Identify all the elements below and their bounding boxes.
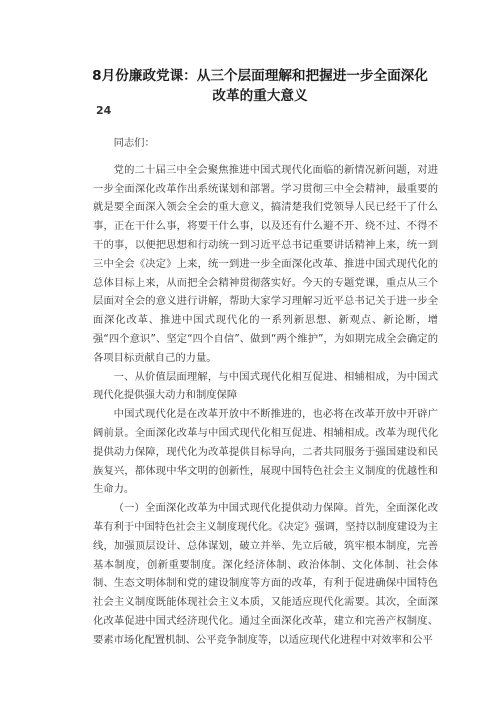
salutation: 同志们： [113, 137, 155, 149]
section-heading-1: 一、从价值层面理解，与中国式现代化相互促进、相辅相成，为中国式现代化提供强大动力和制度保障 [93, 370, 438, 402]
paragraph-intro: 党的二十届三中全会聚焦推进中国式现代化面临的新情况新问题，对进一步全面深化改革作出系统谋划和部署。学习贯彻三中全会精神，最重要的就是要全面深入领会全会的重大意义，搞清楚我们党领导人民已经干了什么事，正在干什么事，将要干什么事，以及还有什么避不开、绕不过、不得不干的事，以便把思想和行动统一到习近平总书记重要讲话精神上来，统一到三中全会《决定》上来，统一到进一步全面深化改革、推进中国式现代化的总体目标上来，从而把全会精神贯彻落实好。今天的专题党课，重点从三个层面对全会的意义进行讲解，帮助大家学习理解习近平总书记关于进一步全面深化改革、推进中国式现代化的一系列新思想、新观点、新论断，增强“四个意识”、坚定“四个自信”、做到“两个维护”，为如期完成全会确定的各项目标贡献自己的力量。 [93, 163, 438, 364]
paragraph-section-1: 中国式现代化是在改革开放中不断推进的，也必将在改革开放中开辟广阔前景。全面深化改革与中国式现代化相互促进、相辅相成。改革为现代化提供动力保障，现代化为改革提供目标导向，二者共同服务于强国建设和民族复兴，都体现中华文明的创新性，展现中国特色社会主义制度的优越性和生命力。 [93, 408, 438, 496]
document-title-line-1: 8月份廉政党课：从三个层面理解和把握进一步全面深化 [92, 68, 428, 84]
document-body [93, 134, 438, 650]
paragraph-subsection-1: （一）全面深化改革为中国式现代化提供动力保障。首先，全面深化改革有利于中国特色社会主义制度现代化。《决定》强调，坚持以制度建设为主线，加强顶层设计、总体谋划，破立并举、先立后破，筑牢根本制度，完善基本制度，创新重要制度。深化经济体制、政治体制、文化体制、社会体制、生态文明体制和党的建设制度等方面的改革，有利于促进确保中国特色社会主义制度既能体现社会主义本质，又能适应现代化需要。其次，全面深化改革促进中国式经济现代化。通过全面深化改革，建立和完善产权制度、要素市场化配置机制、公平竞争制度等，以适应现代化进程中对效率和公平 [93, 502, 438, 646]
document-title-line-2: 改革的重大意义 [212, 88, 308, 104]
document-number: 24 [96, 104, 112, 117]
